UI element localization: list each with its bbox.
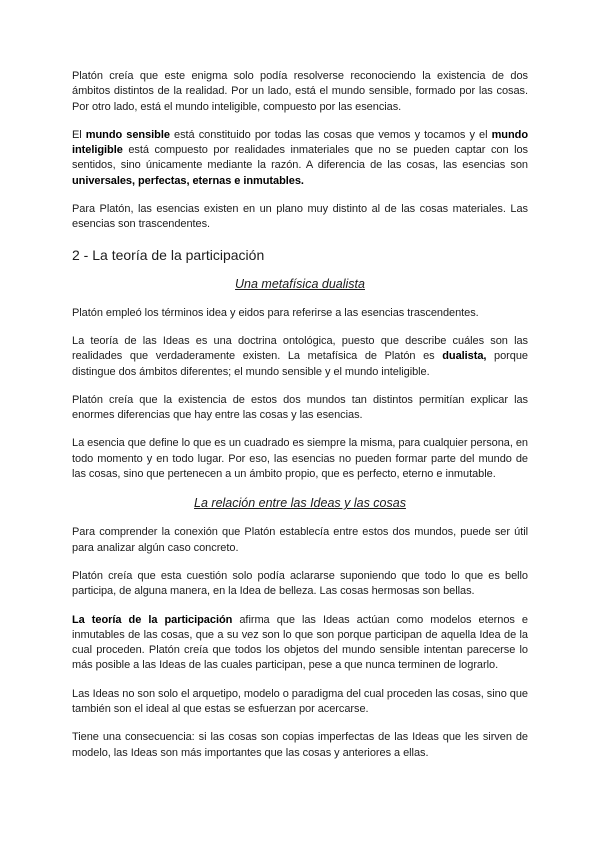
- document-page: [72, 69, 528, 774]
- paragraph-two-worlds-differences: Platón creía que la existencia de estos dos mundos tan distintos permitían explicar las enormes diferencias que hay entre las cosas y las esencias.: [72, 393, 528, 422]
- paragraph-idea-eidos: Platón empleó los términos idea y eidos para referirse a las esencias trascendentes.: [72, 306, 479, 319]
- paragraph-archetype: Las Ideas no son solo el arquetipo, modelo o paradigma del cual proceden las cosas, sino que también son el ideal al que estas se esfuerzan por acercarse.: [72, 687, 528, 716]
- paragraph-sensible-intelligible: [72, 128, 528, 189]
- text-run: porque distingue dos ámbitos diferentes; el mundo sensible y el mundo inteligible.: [72, 350, 528, 378]
- text-run: está constituido por todas las cosas que vemos y tocamos y el: [169, 128, 492, 141]
- paragraph-participation-theory: [72, 613, 528, 674]
- bold-term-essence-properties: universales, perfectas, eternas e inmutables.: [72, 174, 304, 187]
- paragraph-beauty: Platón creía que esta cuestión solo podía aclararse suponiendo que todo lo que es bello participa, de alguna manera, en la Idea de belleza. Las cosas hermosas son bellas.: [72, 569, 528, 598]
- subheading-dualist-metaphysics: Una metafísica dualista: [235, 276, 365, 291]
- bold-term-mundo-inteligible: mundo inteligible: [72, 128, 528, 157]
- text-run: El: [72, 128, 86, 141]
- subheading-ideas-and-things: La relación entre las Ideas y las cosas: [194, 496, 406, 511]
- paragraph-ontological-doctrine: [72, 334, 528, 380]
- bold-term-dualista: dualista,: [442, 350, 487, 363]
- text-run: está compuesto por realidades inmateriales que no se pueden captar con los sentidos, sino únicamente mediante la razón. A diferencia de las cosas, las esencias son: [72, 144, 528, 172]
- paragraph-two-worlds: Platón creía que este enigma solo podía resolverse reconociendo la existencia de dos ámbitos distintos de la realidad. Por un lado, está el mundo sensible, formado por las cosas. Por otro lado, está el mundo inteligible, compuesto por las esencias.: [72, 70, 528, 113]
- bold-term-mundo-sensible: mundo sensible: [85, 128, 170, 141]
- text-run: afirma que las Ideas actúan como modelos eternos e inmutables de las cosas, que a su vez son lo que son porque participan de aquella Idea de la cual proceden. Platón creía que todos los objetos del mundo sensible intentan parecerse lo más posible a las Ideas de las cuales participan, pese a que nunca terminen de lograrlo.: [72, 613, 529, 672]
- paragraph-transcendent-essences: Para Platón, las esencias existen en un plano muy distinto al de las cosas materiales. Las esencias son trascendentes.: [72, 203, 528, 231]
- paragraph-square-essence: La esencia que define lo que es un cuadrado es siempre la misma, para cualquier persona, en todo momento y en todo lugar. Por eso, las esencias no pueden formar parte del mundo de las cosas, sino que pertenecen a un ámbito propio, que es perfecto, eterno e inmutable.: [72, 437, 528, 481]
- paragraph-connection: Para comprender la conexión que Platón establecía entre estos dos mundos, puede ser útil para analizar algún caso concreto.: [72, 526, 528, 554]
- section-heading: 2 - La teoría de la participación: [72, 246, 265, 263]
- text-run: La teoría de las Ideas es una doctrina ontológica, puesto que describe cuáles son las realidades que verdaderamente existen. La metafísica de Platón es: [72, 334, 528, 363]
- paragraph-consequence: Tiene una consecuencia: si las cosas son copias imperfectas de las Ideas que les sirven de modelo, las Ideas son más importantes que las cosas y anteriores a ellas.: [72, 731, 528, 759]
- bold-term-participation-theory: La teoría de la participación: [72, 613, 233, 626]
